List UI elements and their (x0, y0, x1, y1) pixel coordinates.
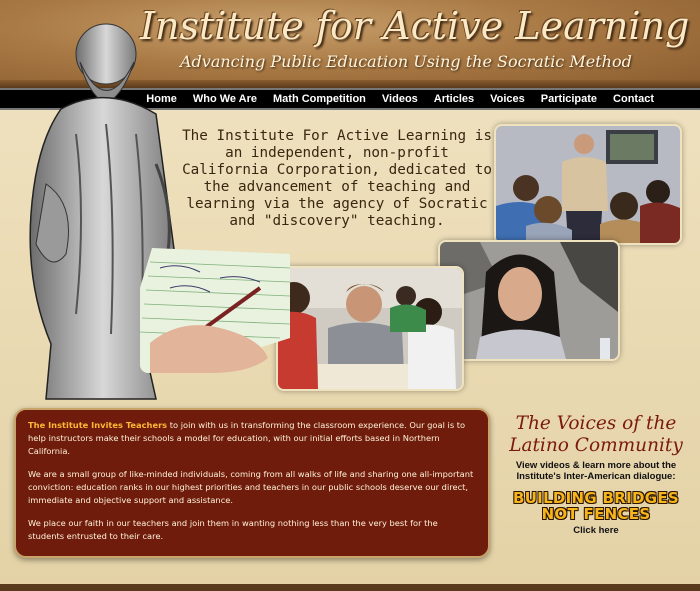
voices-title[interactable]: The Voices of the Latino Community (509, 413, 683, 456)
bridges-line-1[interactable]: BUILDING BRIDGES (512, 489, 680, 507)
nav-articles[interactable]: Articles (433, 93, 475, 105)
teacher-photo[interactable] (494, 124, 682, 245)
invite-paragraph-1-text: to join with us in transforming the classroom experience. Our goal is to help instructors make their schools a model for education, with our initial efforts based in Northern California. (28, 420, 466, 456)
invite-lead: The Institute Invites Teachers (28, 420, 168, 430)
nav-voices[interactable]: Voices (490, 93, 525, 105)
nav-who-we-are[interactable]: Who We Are (192, 93, 258, 105)
nav-home[interactable]: Home (146, 93, 177, 105)
intro-text: The Institute For Active Learning is an independent, non-profit California Corporation, dedicated to the advancement of teaching and learning via the agency of Socratic and "discovery" teaching. (182, 128, 492, 229)
student-boy-photo[interactable] (276, 266, 464, 391)
site-tagline: Advancing Public Education Using the Socratic Method (180, 52, 632, 71)
writing-hand-photo (140, 248, 290, 373)
nav-videos[interactable]: Videos (381, 93, 418, 105)
voices-subtitle: View videos & learn more about the Institute's Inter-American dialogue: (515, 460, 677, 482)
invite-paragraph-3: We place our faith in our teachers and join them in wanting nothing less than the very best for the students entrusted to their care. (28, 518, 438, 541)
click-here-link[interactable]: Click here (573, 525, 619, 536)
invite-paragraph-2: We are a small group of like-minded individuals, coming from all walks of life and sharing one all-important conviction: education ranks in our highest priorities and teachers in our public schools deserve our direct, immediate and objective support and assistance. (28, 469, 474, 505)
student-girl-photo[interactable] (438, 240, 620, 361)
invite-paragraph-1 (28, 419, 476, 458)
nav-participate[interactable]: Participate (540, 93, 598, 105)
site-title[interactable]: Institute for Active Learning (140, 4, 690, 48)
bridges-line-2[interactable]: NOT FENCES (541, 505, 651, 523)
footer-bar (0, 584, 700, 591)
nav-math-competition[interactable]: Math Competition (273, 93, 366, 105)
nav-contact[interactable]: Contact (613, 93, 654, 105)
invite-teachers-box (14, 408, 490, 558)
building-bridges-link[interactable] (497, 490, 695, 522)
